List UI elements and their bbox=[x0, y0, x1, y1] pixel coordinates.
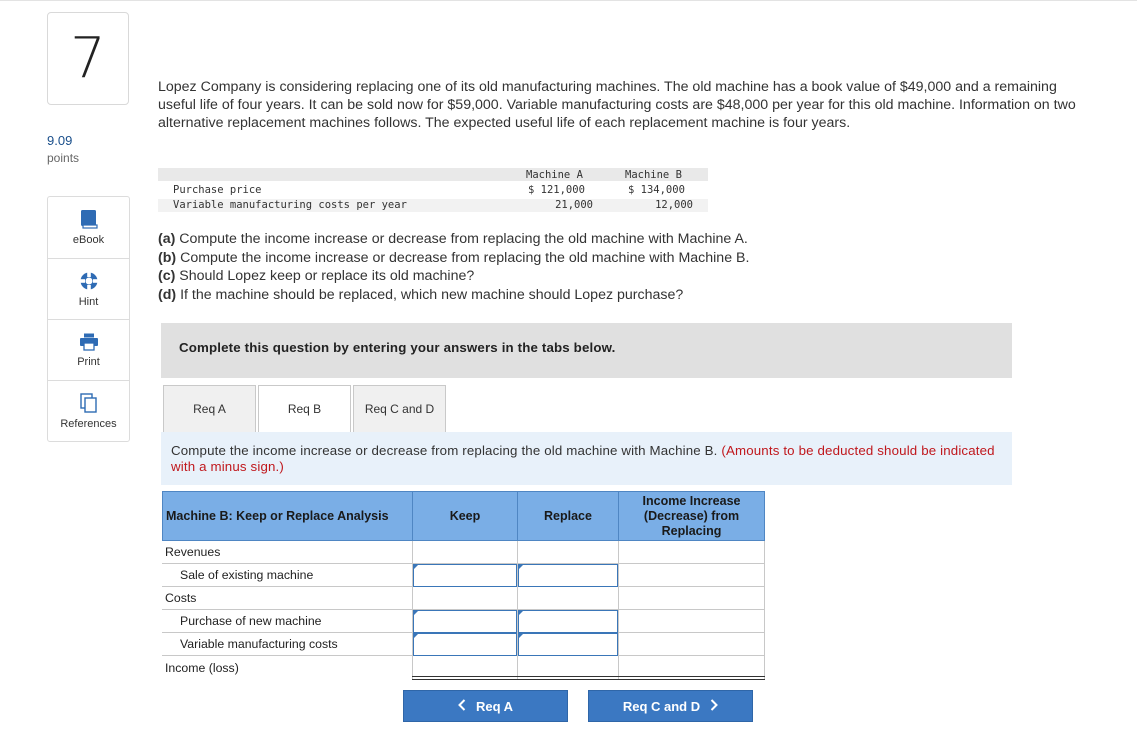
row-purchase-new-machine: Purchase of new machine bbox=[162, 610, 412, 633]
prev-req-a-button[interactable] bbox=[403, 690, 568, 722]
documents-icon bbox=[80, 393, 98, 413]
book-icon bbox=[80, 209, 98, 229]
tab-prompt-text: Compute the income increase or decrease from replacing the old machine with Machine B. bbox=[171, 443, 718, 458]
revenues-row-cells bbox=[412, 541, 765, 564]
variable-diff-cell bbox=[618, 633, 765, 656]
tab-req-c-and-d[interactable]: Req C and D bbox=[353, 385, 446, 433]
total-rule-bottom bbox=[412, 679, 765, 680]
given-row2-label: Variable manufacturing costs per year bbox=[173, 199, 407, 211]
given-row1-b: $ 134,000 bbox=[628, 184, 685, 196]
purchase-diff-cell bbox=[618, 610, 765, 633]
print-label: Print bbox=[77, 355, 100, 368]
table-title-header: Machine B: Keep or Replace Analysis bbox=[162, 491, 413, 541]
hint-label: Hint bbox=[78, 295, 99, 308]
purchase-replace-input[interactable] bbox=[518, 610, 618, 633]
lifebuoy-icon bbox=[79, 271, 99, 291]
purchase-keep-input[interactable] bbox=[413, 610, 517, 633]
given-row1-a: $ 121,000 bbox=[528, 184, 585, 196]
next-button-label: Req C and D bbox=[622, 698, 701, 714]
chevron-right-icon bbox=[710, 699, 718, 714]
top-divider bbox=[0, 0, 1137, 1]
references-label: References bbox=[60, 417, 117, 430]
row-costs: Costs bbox=[162, 587, 412, 610]
replace-column-header: Replace bbox=[517, 491, 619, 541]
sale-diff-cell bbox=[618, 564, 765, 587]
points-label: points bbox=[47, 151, 80, 165]
problem-statement: Lopez Company is considering replacing one of its old manufacturing machines. The old machine has a book value of $49,000 and a remaining useful life of four years. It can be sold now for $59,000. Variable manufacturing costs are $48,000 per year for this old machine. Information on two alternative replacement machines follows. The expected useful life of each replacement machine is four years. bbox=[158, 79, 1076, 131]
row-income-loss: Income (loss) bbox=[165, 660, 239, 675]
next-req-c-and-d-button[interactable] bbox=[588, 690, 753, 722]
given-col-b: Machine B bbox=[625, 169, 682, 181]
references-button[interactable] bbox=[48, 380, 129, 441]
question-number-box bbox=[47, 12, 129, 105]
sale-keep-input[interactable] bbox=[413, 564, 517, 587]
ebook-label: eBook bbox=[72, 234, 105, 246]
part-d: (d) If the machine should be replaced, which new machine should Lopez purchase? bbox=[158, 286, 684, 303]
given-row2-b: 12,000 bbox=[655, 199, 693, 211]
sale-replace-input[interactable] bbox=[518, 564, 618, 587]
row-sale-existing-machine: Sale of existing machine bbox=[162, 564, 412, 587]
tools-panel bbox=[47, 196, 130, 442]
print-button[interactable] bbox=[48, 319, 129, 380]
costs-row-cells bbox=[412, 587, 765, 610]
tab-req-a[interactable]: Req A bbox=[163, 385, 256, 433]
instruction-banner: Complete this question by entering your answers in the tabs below. bbox=[161, 323, 1012, 378]
printer-icon bbox=[79, 333, 99, 351]
variable-replace-input[interactable] bbox=[518, 633, 618, 656]
points-value: 9.09 bbox=[47, 133, 73, 148]
row-revenues: Revenues bbox=[162, 541, 412, 564]
part-c: (c) Should Lopez keep or replace its old machine? bbox=[158, 268, 475, 284]
difference-column-header: Income Increase (Decrease) from Replacing bbox=[618, 491, 765, 541]
part-a: (a) Compute the income increase or decrease from replacing the old machine with Machine A. bbox=[158, 231, 748, 247]
tab-req-b[interactable]: Req B bbox=[258, 385, 351, 433]
keep-column-header: Keep bbox=[412, 491, 518, 541]
row-variable-costs: Variable manufacturing costs bbox=[162, 633, 412, 656]
given-col-a: Machine A bbox=[526, 169, 583, 181]
variable-keep-input[interactable] bbox=[413, 633, 517, 656]
chevron-left-icon bbox=[458, 699, 466, 714]
total-rule-top bbox=[412, 676, 765, 677]
tab-prompt-note: (Amounts to be deducted should be indicated with a minus sign.) bbox=[171, 443, 995, 474]
hint-button[interactable] bbox=[48, 258, 129, 319]
ebook-button[interactable] bbox=[48, 197, 129, 258]
given-row1-label: Purchase price bbox=[173, 184, 262, 196]
tab-prompt bbox=[161, 432, 1012, 485]
question-number: 7 bbox=[70, 26, 106, 91]
part-b: (b) Compute the income increase or decrease from replacing the old machine with Machine B. bbox=[158, 249, 750, 266]
given-row2-a: 21,000 bbox=[555, 199, 593, 211]
prev-button-label: Req A bbox=[475, 698, 514, 714]
question-parts bbox=[158, 230, 749, 304]
